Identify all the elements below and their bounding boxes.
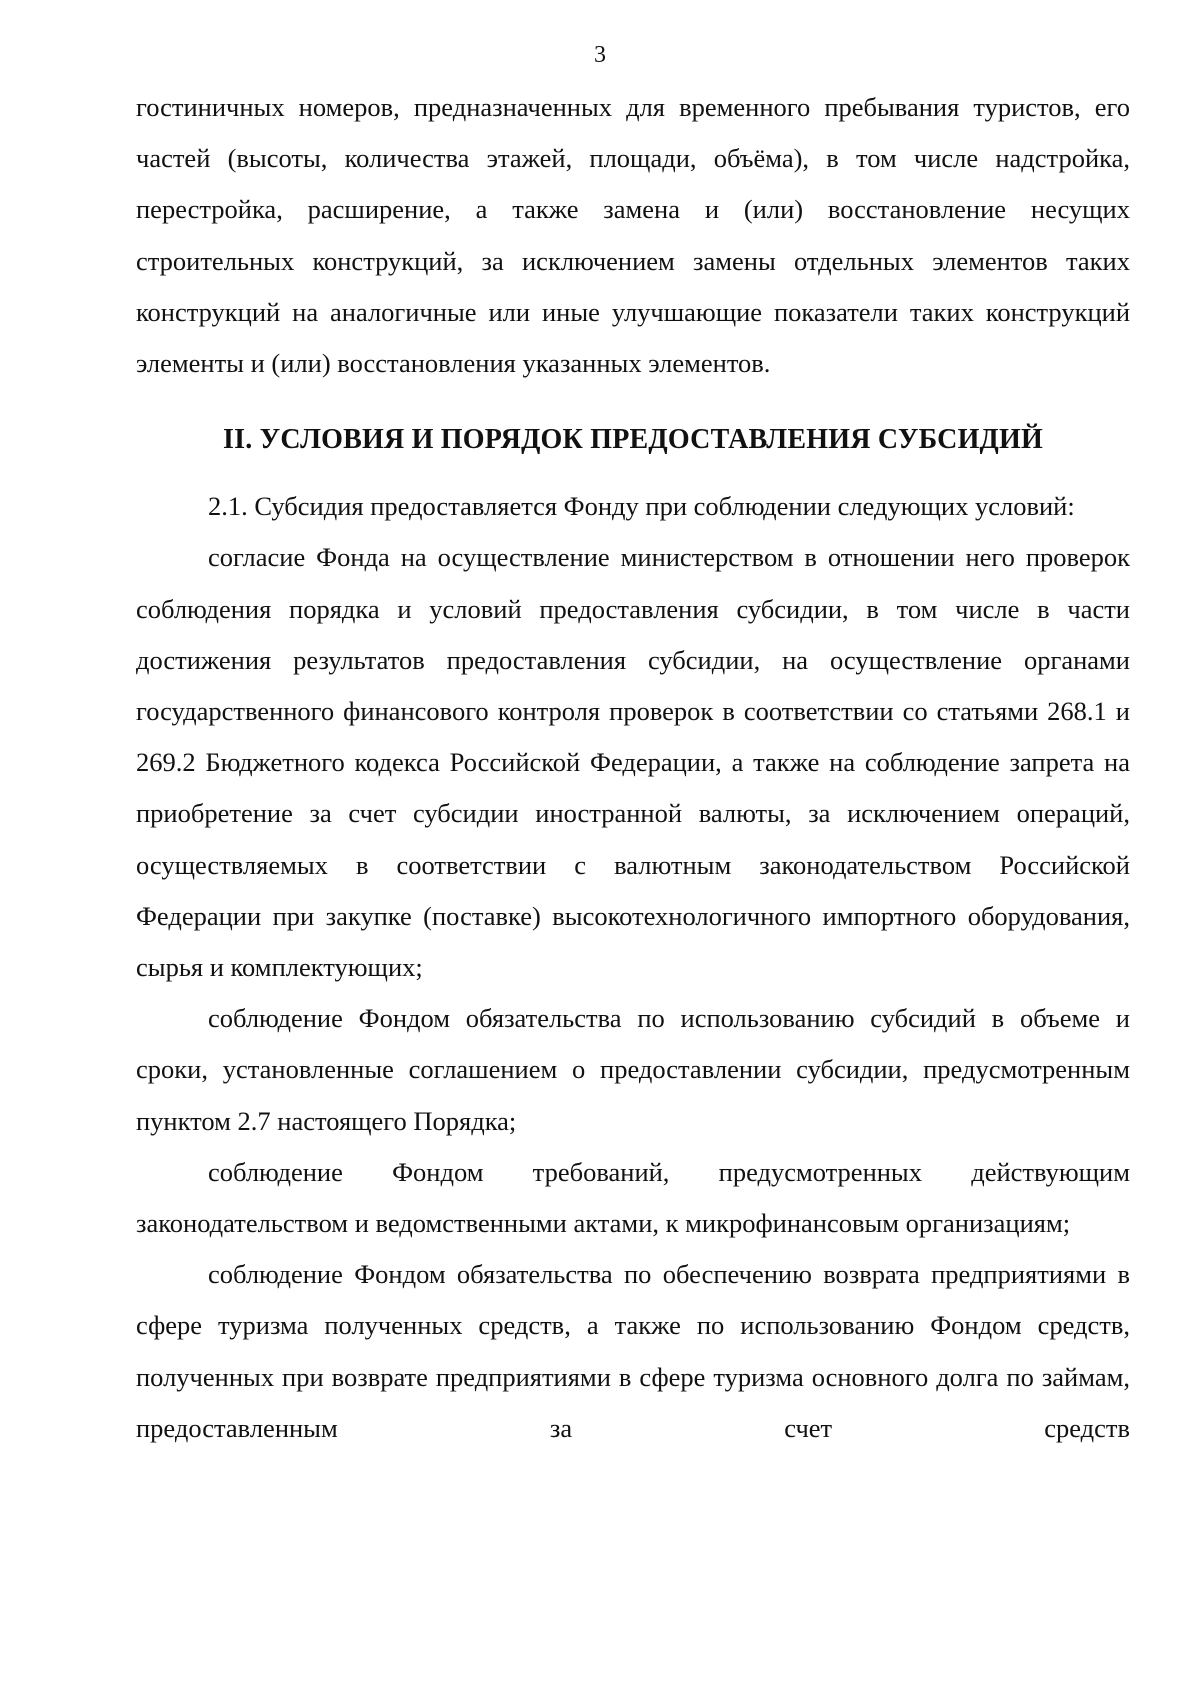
document-body [136, 82, 1130, 1454]
paragraph-subsidy-use: соблюдение Фондом обязательства по использованию субсидий в объеме и сроки, установленные соглашением о предоставлении субсидии, предусмотренным пунктом 2.7 настоящего Порядка; [136, 1003, 1130, 1136]
intro-paragraph: гостиничных номеров, предназначенных для временного пребывания туристов, его частей (высоты, количества этажей, площади, объёма), в том числе надстройка, перестройка, расширение, а также замена и (или) восстановление несущих строительных конструкций, за исключением замены отдельных элементов таких конструкций на аналогичные или иные улучшающие показатели таких конструкций элементы и (или) восстановления указанных элементов. [136, 92, 1130, 379]
paragraph-consent: согласие Фонда на осуществление министерством в отношении него проверок соблюдения порядка и условий предоставления субсидии, в том числе в части достижения результатов предоставления субсидии, на осуществление органами государственного финансового контроля проверок в соответствии со статьями 268.1 и 269.2 Бюджетного кодекса Российской Федерации, а также на соблюдение запрета на приобретение за счет субсидии иностранной валюты, за исключением операций, осуществляемых в соответствии с валютным законодательством Российской Федерации при закупке (поставке) высокотехнологичного импортного оборудования, сырья и комплектующих; [136, 542, 1130, 983]
page-number: 3 [594, 42, 606, 68]
paragraph-requirements: соблюдение Фондом требований, предусмотренных действующим законодательством и ведомственными актами, к микрофинансовым организациям; [136, 1156, 1130, 1239]
section-heading: II. УСЛОВИЯ И ПОРЯДОК ПРЕДОСТАВЛЕНИЯ СУБСИДИЙ [223, 424, 1043, 456]
paragraph-repayment: соблюдение Фондом обязательства по обеспечению возврата предприятиями в сфере туризма полученных средств, а также по использованию Фондом средств, полученных при возврате предприятиями в сфере туризма основного долга по займам, предоставленным за счет средств [136, 1259, 1130, 1443]
paragraph-2-1: 2.1. Субсидия предоставляется Фонду при соблюдении следующих условий: [208, 491, 1075, 522]
